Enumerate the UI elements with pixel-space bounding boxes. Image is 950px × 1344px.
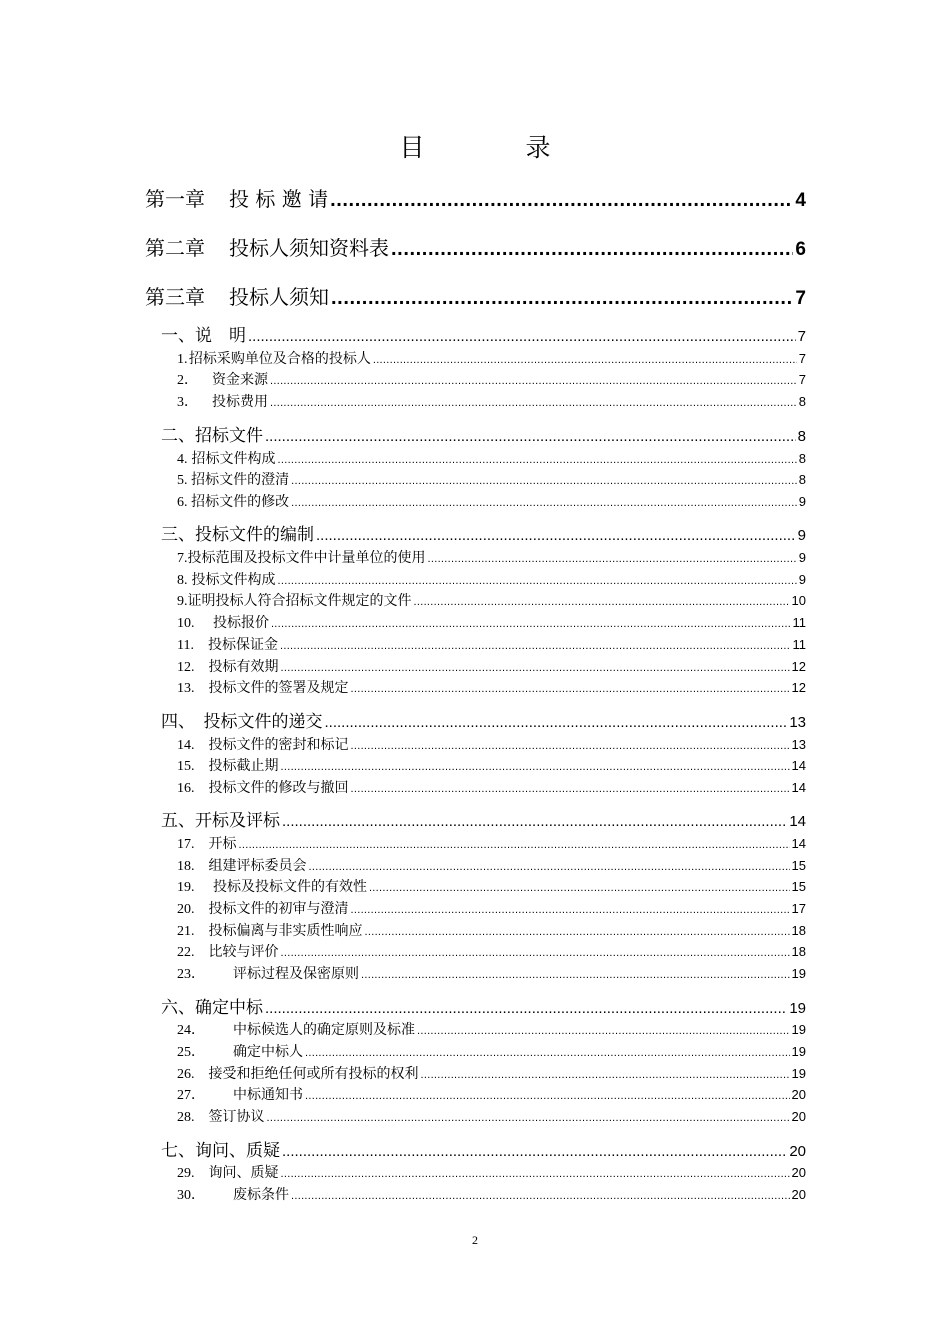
item-number: 29. bbox=[177, 1166, 195, 1181]
page-ref: 18 bbox=[791, 923, 806, 938]
dot-leader bbox=[421, 1069, 790, 1081]
item-number: 6. bbox=[177, 495, 188, 510]
item-title: 投标范围及投标文件中计量单位的使用 bbox=[187, 550, 426, 566]
item-number: 15. bbox=[177, 759, 195, 774]
item-number: 13. bbox=[177, 681, 195, 696]
toc-item[interactable] bbox=[177, 963, 806, 983]
chapter-title: 投标人须知资料表 bbox=[229, 236, 389, 260]
page-ref: 9 bbox=[798, 550, 806, 565]
dot-leader bbox=[239, 839, 790, 851]
dot-leader bbox=[282, 813, 787, 830]
item-title: 投标报价 bbox=[194, 615, 269, 631]
toc-section-4[interactable] bbox=[161, 707, 806, 732]
page-ref: 14 bbox=[791, 780, 806, 795]
item-number: 26. bbox=[177, 1067, 195, 1082]
dot-leader bbox=[373, 354, 797, 366]
item-title: 投标偏离与非实质性响应 bbox=[194, 923, 363, 939]
item-number: 4. bbox=[177, 452, 188, 467]
dot-leader bbox=[417, 1025, 790, 1037]
item-title: 签订协议 bbox=[194, 1109, 265, 1125]
toc-section-2[interactable] bbox=[161, 421, 806, 446]
item-number: 2． bbox=[177, 373, 198, 388]
toc-item[interactable] bbox=[177, 547, 806, 567]
item-title: 投标文件的密封和标记 bbox=[194, 737, 349, 753]
toc-section-1[interactable] bbox=[161, 321, 806, 346]
item-title: 投标文件构成 bbox=[191, 572, 276, 588]
dot-leader bbox=[281, 662, 790, 674]
page-ref: 12 bbox=[791, 659, 806, 674]
toc-item[interactable] bbox=[177, 734, 806, 754]
page-ref: 19 bbox=[791, 1022, 806, 1037]
toc-item[interactable] bbox=[177, 634, 806, 654]
page-ref: 18 bbox=[791, 944, 806, 959]
toc-item[interactable] bbox=[177, 1106, 806, 1126]
item-title: 中标通知书 bbox=[205, 1087, 303, 1103]
item-number: 23． bbox=[177, 967, 205, 982]
item-number: 12. bbox=[177, 660, 195, 675]
toc-item[interactable] bbox=[177, 1041, 806, 1061]
toc-item[interactable] bbox=[177, 590, 806, 610]
dot-leader bbox=[291, 475, 797, 487]
dot-leader bbox=[365, 926, 790, 938]
dot-leader bbox=[267, 1112, 790, 1124]
chapter-number: 第三章 bbox=[145, 285, 205, 309]
toc-chapter-3[interactable] bbox=[145, 281, 806, 310]
toc-item[interactable] bbox=[177, 833, 806, 853]
item-number: 30． bbox=[177, 1188, 205, 1203]
page-ref: 4 bbox=[795, 190, 806, 211]
page-ref: 14 bbox=[791, 836, 806, 851]
item-title: 接受和拒绝任何或所有投标的权利 bbox=[194, 1066, 419, 1082]
dot-leader bbox=[280, 640, 791, 652]
page-ref: 19 bbox=[791, 1066, 806, 1081]
section-title: 一、说 明 bbox=[161, 326, 246, 346]
item-number: 3． bbox=[177, 395, 198, 410]
item-title: 招标文件构成 bbox=[191, 451, 276, 467]
page-ref: 7 bbox=[798, 351, 806, 366]
toc-item[interactable] bbox=[177, 777, 806, 797]
page-ref: 7 bbox=[798, 372, 806, 387]
toc-item[interactable] bbox=[177, 656, 806, 676]
page-ref: 11 bbox=[792, 615, 806, 630]
dot-leader bbox=[278, 575, 797, 587]
item-number: 22. bbox=[177, 945, 195, 960]
page-ref: 20 bbox=[791, 1187, 806, 1202]
toc-item[interactable] bbox=[177, 855, 806, 875]
page-ref: 8 bbox=[798, 451, 806, 466]
item-title: 开标 bbox=[194, 836, 237, 852]
page-ref: 20 bbox=[791, 1087, 806, 1102]
chapter-title: 投标人须知 bbox=[229, 285, 329, 309]
toc-item[interactable] bbox=[177, 391, 806, 411]
item-title: 确定中标人 bbox=[205, 1044, 303, 1060]
item-title: 招标文件的修改 bbox=[191, 494, 290, 510]
toc-item[interactable] bbox=[177, 898, 806, 918]
page-ref: 9 bbox=[798, 572, 806, 587]
page-ref: 19 bbox=[791, 966, 806, 981]
dot-leader bbox=[428, 553, 797, 565]
item-number: 8. bbox=[177, 573, 188, 588]
dot-leader bbox=[369, 882, 790, 894]
page-ref: 12 bbox=[791, 680, 806, 695]
item-title: 组建评标委员会 bbox=[194, 858, 307, 874]
item-number: 1. bbox=[177, 352, 188, 367]
item-title: 比较与评价 bbox=[194, 944, 279, 960]
toc-item[interactable] bbox=[177, 348, 806, 368]
page-ref: 7 bbox=[797, 328, 806, 345]
toc-chapter-1[interactable] bbox=[145, 183, 806, 212]
dot-leader bbox=[325, 714, 788, 731]
page-ref: 20 bbox=[791, 1165, 806, 1180]
dot-leader bbox=[330, 189, 793, 212]
item-title: 招标采购单位及合格的投标人 bbox=[188, 351, 371, 367]
toc-item[interactable] bbox=[177, 469, 806, 489]
toc-item[interactable] bbox=[177, 941, 806, 961]
item-number: 27． bbox=[177, 1088, 205, 1103]
page-number: 2 bbox=[472, 1233, 478, 1247]
dot-leader bbox=[265, 428, 796, 445]
toc-section-3[interactable] bbox=[161, 520, 806, 545]
toc-item[interactable] bbox=[177, 876, 806, 896]
dot-leader bbox=[361, 969, 790, 981]
toc-item[interactable] bbox=[177, 755, 806, 775]
item-number: 20. bbox=[177, 902, 195, 917]
dot-leader bbox=[291, 497, 797, 509]
page-ref: 10 bbox=[791, 593, 806, 608]
item-number: 5. bbox=[177, 473, 188, 488]
item-number: 11. bbox=[177, 638, 194, 653]
page-ref: 19 bbox=[789, 1000, 806, 1017]
item-number: 17. bbox=[177, 837, 195, 852]
dot-leader bbox=[331, 287, 793, 310]
item-title: 投标费用 bbox=[198, 394, 268, 410]
item-number: 24． bbox=[177, 1023, 205, 1038]
dot-leader bbox=[281, 761, 790, 773]
dot-leader bbox=[414, 596, 790, 608]
dot-leader bbox=[281, 1168, 790, 1180]
page-ref: 8 bbox=[797, 428, 806, 445]
page-ref: 15 bbox=[791, 858, 806, 873]
section-title: 七、询问、质疑 bbox=[161, 1141, 280, 1161]
dot-leader bbox=[270, 375, 797, 387]
item-title: 投标文件的修改与撤回 bbox=[194, 780, 349, 796]
page-ref: 7 bbox=[795, 288, 806, 309]
item-title: 询问、质疑 bbox=[194, 1165, 279, 1181]
chapter-title: 投 标 邀 请 bbox=[229, 187, 329, 211]
item-number: 25． bbox=[177, 1045, 205, 1060]
dot-leader bbox=[270, 397, 797, 409]
chapter-number: 第二章 bbox=[145, 236, 205, 260]
dot-leader bbox=[351, 740, 790, 752]
item-number: 21. bbox=[177, 924, 195, 939]
dot-leader bbox=[282, 1143, 787, 1160]
item-title: 投标保证金 bbox=[193, 637, 278, 653]
toc-section-7[interactable] bbox=[161, 1136, 806, 1161]
item-title: 投标文件的签署及规定 bbox=[194, 680, 349, 696]
item-number: 10. bbox=[177, 616, 195, 631]
page-ref: 9 bbox=[797, 527, 806, 544]
toc-item[interactable] bbox=[177, 448, 806, 468]
page-ref: 20 bbox=[789, 1143, 806, 1160]
toc-item[interactable] bbox=[177, 677, 806, 697]
page-ref: 15 bbox=[791, 879, 806, 894]
page-ref: 20 bbox=[791, 1109, 806, 1124]
toc-item[interactable] bbox=[177, 569, 806, 589]
dot-leader bbox=[305, 1047, 790, 1059]
dot-leader bbox=[291, 1190, 790, 1202]
section-title: 二、招标文件 bbox=[161, 426, 263, 446]
page-ref: 8 bbox=[798, 472, 806, 487]
dot-leader bbox=[391, 238, 793, 261]
item-title: 投标文件的初审与澄清 bbox=[194, 901, 349, 917]
page-ref: 17 bbox=[791, 901, 806, 916]
page-ref: 13 bbox=[791, 737, 806, 752]
toc-item[interactable] bbox=[177, 920, 806, 940]
page-ref: 19 bbox=[791, 1044, 806, 1059]
toc-item[interactable] bbox=[177, 491, 806, 511]
page-ref: 13 bbox=[789, 714, 806, 731]
item-title: 招标文件的澄清 bbox=[191, 472, 290, 488]
dot-leader bbox=[281, 947, 790, 959]
chapter-number: 第一章 bbox=[145, 187, 205, 211]
toc-item[interactable] bbox=[177, 1084, 806, 1104]
item-title: 投标及投标文件的有效性 bbox=[194, 879, 367, 895]
dot-leader bbox=[351, 904, 790, 916]
dot-leader bbox=[265, 1000, 787, 1017]
item-title: 废标条件 bbox=[205, 1187, 289, 1203]
toc-chapter-2[interactable] bbox=[145, 232, 806, 261]
page-title: 目 录 bbox=[399, 133, 589, 162]
item-title: 证明投标人符合招标文件规定的文件 bbox=[187, 593, 412, 609]
item-number: 28. bbox=[177, 1110, 195, 1125]
dot-leader bbox=[309, 861, 790, 873]
page-ref: 8 bbox=[798, 394, 806, 409]
section-title: 五、开标及评标 bbox=[161, 811, 280, 831]
dot-leader bbox=[305, 1090, 790, 1102]
item-number: 7. bbox=[177, 551, 188, 566]
dot-leader bbox=[278, 454, 797, 466]
dot-leader bbox=[271, 618, 791, 630]
dot-leader bbox=[248, 328, 796, 345]
toc-item[interactable] bbox=[177, 1019, 806, 1039]
toc-section-6[interactable] bbox=[161, 993, 806, 1018]
page-ref: 14 bbox=[791, 758, 806, 773]
dot-leader bbox=[351, 683, 790, 695]
page-ref: 14 bbox=[789, 813, 806, 830]
toc-item[interactable] bbox=[177, 1063, 806, 1083]
section-title: 四、 投标文件的递交 bbox=[161, 712, 323, 732]
item-title: 评标过程及保密原则 bbox=[205, 966, 359, 982]
page-ref: 9 bbox=[798, 494, 806, 509]
dot-leader bbox=[316, 527, 796, 544]
item-number: 18. bbox=[177, 859, 195, 874]
item-title: 资金来源 bbox=[198, 372, 268, 388]
item-title: 投标截止期 bbox=[194, 758, 279, 774]
toc-item[interactable] bbox=[177, 612, 806, 632]
item-number: 14. bbox=[177, 738, 195, 753]
toc-item[interactable] bbox=[177, 1184, 806, 1204]
page-ref: 11 bbox=[792, 637, 806, 652]
item-number: 9. bbox=[177, 594, 188, 609]
dot-leader bbox=[351, 783, 790, 795]
section-title: 三、投标文件的编制 bbox=[161, 525, 314, 545]
item-number: 16. bbox=[177, 781, 195, 796]
toc-item[interactable] bbox=[177, 1162, 806, 1182]
item-number: 19. bbox=[177, 880, 195, 895]
page-ref: 6 bbox=[795, 239, 806, 260]
item-title: 中标候选人的确定原则及标准 bbox=[205, 1022, 415, 1038]
section-title: 六、确定中标 bbox=[161, 998, 263, 1018]
toc-item[interactable] bbox=[177, 369, 806, 389]
toc-section-5[interactable] bbox=[161, 806, 806, 831]
item-title: 投标有效期 bbox=[194, 659, 279, 675]
